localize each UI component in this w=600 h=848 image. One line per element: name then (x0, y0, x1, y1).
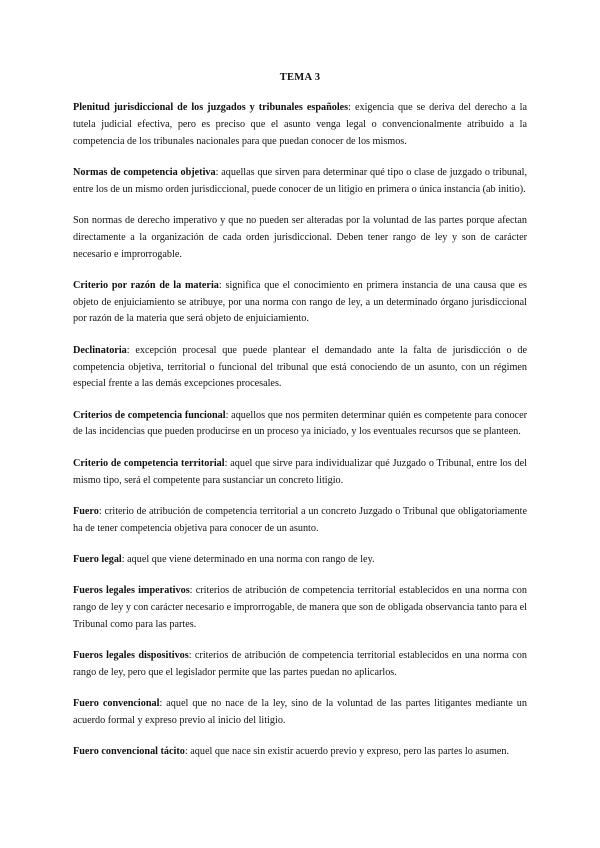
paragraph (73, 343, 527, 393)
paragraph (73, 552, 527, 569)
paragraph-term: Criterios de competencia funcional (73, 409, 226, 421)
paragraph (73, 213, 527, 263)
paragraph-term: Normas de competencia objetiva (73, 166, 216, 178)
paragraph-text: : aquel que sirve para individualizar qué Juzgado o Tribunal, entre los del mismo tipo, será el competente para sustanciar un concreto litigio. (73, 457, 527, 486)
paragraph (73, 744, 527, 761)
paragraph-text: : criterio de atribución de competencia territorial a un concreto Juzgado o Tribunal que obligatoriamente ha de tener competencia objetiva para conocer de un asunto. (73, 505, 527, 534)
paragraph-term: Plenitud jurisdiccional de los juzgados y tribunales españoles (73, 102, 349, 113)
paragraph-text: : aquel que nace sin existir acuerdo previo y expreso, pero las partes lo asumen. (184, 746, 510, 758)
paragraph-term: Declinatoria (73, 344, 127, 356)
paragraph (73, 100, 527, 150)
paragraph-text: Son normas de derecho imperativo y que no pueden ser alteradas por la voluntad de las partes porque afectan directamente a la organización de cada orden jurisdiccional. Deben tener rango de ley y son de carácter necesario e improrrogable. (73, 214, 527, 260)
paragraph-text: : criterios de atribución de competencia territorial establecidos en una norma con rango de ley y con carácter necesario e improrrogable, de manera que son de obligada observancia tanto para el Tribunal como para las partes. (73, 585, 527, 630)
paragraph-term: Fueros legales imperativos (73, 585, 190, 597)
paragraph (73, 648, 527, 682)
paragraph-term: Criterio por razón de la materia (73, 279, 219, 291)
paragraph-text: : aquellas que sirven para determinar qué tipo o clase de juzgado o tribunal, entre los de un mismo orden jurisdiccional, puede conocer de un litigio en primera o única instancia (ab initio). (73, 166, 528, 195)
paragraph (73, 165, 527, 199)
paragraph (73, 408, 527, 442)
paragraph-term: Fuero convencional (73, 698, 160, 710)
paragraph-term: Fuero convencional tácito (73, 746, 185, 758)
paragraph (73, 583, 527, 633)
paragraph-term: Fueros legales dispositivos (73, 650, 189, 662)
paragraph-text: : excepción procesal que puede plantear el demandado ante la falta de jurisdicción o de competencia objetiva, territorial o funcional del tribunal que está conociendo de un asunto, con un régimen especial frente a las demás excepciones procesales. (73, 344, 527, 390)
paragraph-text: : aquel que viene determinado en una norma con rango de ley. (121, 553, 375, 565)
document-title: TEMA 3 (279, 72, 321, 83)
paragraph (73, 278, 527, 328)
paragraph-text: : criterios de atribución de competencia territorial establecidos en una norma con rango de ley, pero que el legislador permite que las partes puedan no aplicarlos. (73, 650, 527, 678)
paragraph-text: : aquellos que nos permiten determinar quién es competente para conocer de las incidencias que pueden producirse en un proceso ya iniciado, y los eventuales recursos que se planteen. (73, 409, 527, 438)
document-page (73, 72, 527, 776)
paragraph (73, 504, 527, 538)
paragraph-text: : significa que el conocimiento en primera instancia de una causa que es objeto de enjuiciamiento se atribuye, por una norma con rango de ley, a un determinado órgano jurisdiccional por razón de la materia que será objeto de enjuiciamiento. (73, 279, 527, 325)
paragraph (73, 696, 527, 730)
paragraph-text: : aquel que no nace de la ley, sino de la voluntad de las partes litigantes mediante un acuerdo formal y expreso previo al inicio del litigio. (73, 698, 527, 727)
paragraph-text: : exigencia que se deriva del derecho a la tutela judicial efectiva, pero es preciso que el asunto venga legal o convencionalmente atribuido a la competencia de los tribunales nacionales para que puedan conocer de los mismos. (73, 102, 527, 147)
paragraph-term: Criterio de competencia territorial (73, 457, 225, 469)
paragraph (73, 456, 527, 490)
paragraph-term: Fuero (73, 505, 99, 517)
paragraph-term: Fuero legal (73, 553, 122, 565)
